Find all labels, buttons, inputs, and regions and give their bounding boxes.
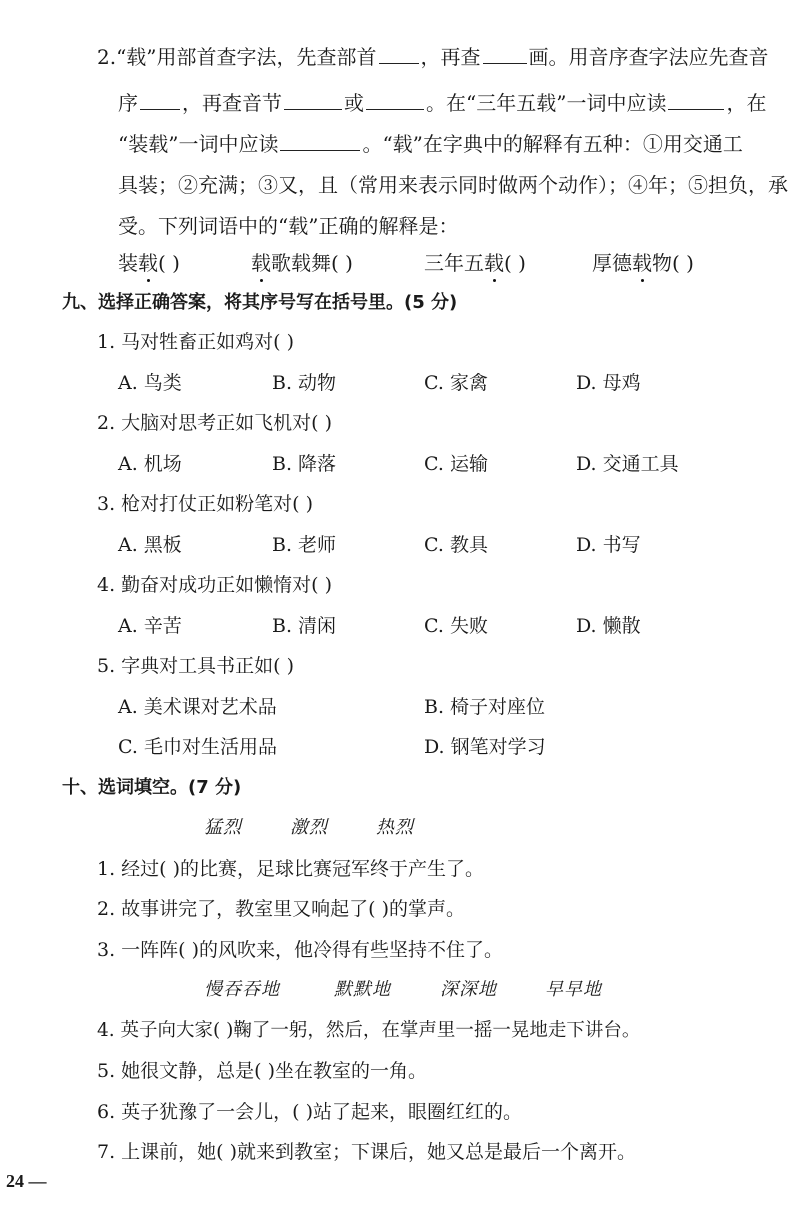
q10-item-1: 1. 经过( )的比赛，足球比赛冠军终于产生了。 bbox=[97, 858, 485, 880]
word-option[interactable]: 载歌载舞( ) bbox=[251, 251, 353, 275]
q10-item-6: 6. 英子犹豫了一会儿，( )站了起来，眼圈红红的。 bbox=[97, 1101, 523, 1123]
q10-item-2: 2. 故事讲完了，教室里又响起了( )的掌声。 bbox=[97, 898, 466, 920]
answer-blank[interactable] bbox=[284, 91, 342, 110]
q9-4-option-d[interactable]: D. 懒散 bbox=[576, 615, 641, 637]
q9-2-option-a[interactable]: A. 机场 bbox=[118, 453, 182, 475]
q9-2-stem: 2. 大脑对思考正如飞机对( ) bbox=[97, 412, 333, 434]
word-bank-2-item: 默默地 bbox=[334, 979, 391, 1000]
q10-item-3: 3. 一阵阵( )的风吹来，他冷得有些坚持不住了。 bbox=[97, 939, 504, 961]
text: 画。用音序查字法应先查音 bbox=[528, 45, 769, 69]
section-9-title: 九、选择正确答案，将其序号写在括号里。(5 分) bbox=[62, 292, 458, 313]
q9-2-option-b[interactable]: B. 降落 bbox=[272, 453, 337, 475]
q10-item-5: 5. 她很文静，总是( )坐在教室的一角。 bbox=[97, 1060, 428, 1082]
q9-1-option-d[interactable]: D. 母鸡 bbox=[576, 372, 641, 394]
word-option[interactable]: 装载( ) bbox=[118, 251, 180, 275]
answer-blank[interactable] bbox=[280, 132, 360, 151]
q8-2-line-3 bbox=[118, 131, 743, 157]
text: 或 bbox=[344, 91, 364, 115]
word-bank-1-item: 热烈 bbox=[376, 817, 414, 838]
q9-1-option-c[interactable]: C. 家禽 bbox=[424, 372, 488, 394]
q10-item-4: 4. 英子向大家( )鞠了一躬，然后，在掌声里一摇一晃地走下讲台。 bbox=[97, 1020, 641, 1041]
answer-blank[interactable] bbox=[379, 45, 419, 64]
q10-item-7: 7. 上课前，她( )就来到教室；下课后，她又总是最后一个离开。 bbox=[97, 1141, 637, 1163]
q9-4-stem: 4. 勤奋对成功正如懒惰对( ) bbox=[97, 574, 333, 596]
word-option[interactable]: 三年五载( ) bbox=[424, 251, 526, 275]
q8-2-line-5: 受。下列词语中的“载”正确的解释是： bbox=[118, 214, 459, 238]
q8-2-line-2 bbox=[118, 90, 766, 116]
q9-3-option-b[interactable]: B. 老师 bbox=[272, 534, 337, 556]
text: 2.“载”用部首查字法，先查部首 bbox=[97, 45, 377, 69]
word-bank-2-item: 慢吞吞地 bbox=[204, 979, 280, 1000]
q9-4-option-b[interactable]: B. 清闲 bbox=[272, 615, 337, 637]
q9-3-option-d[interactable]: D. 书写 bbox=[576, 534, 641, 556]
q9-1-option-b[interactable]: B. 动物 bbox=[272, 372, 337, 394]
answer-blank[interactable] bbox=[483, 45, 527, 64]
q9-5-stem: 5. 字典对工具书正如( ) bbox=[97, 655, 295, 677]
word-bank-1-item: 激烈 bbox=[290, 817, 328, 838]
text: ，再查音节 bbox=[182, 91, 282, 115]
text: 。“载”在字典中的解释有五种：①用交通工 bbox=[362, 132, 743, 156]
q9-3-stem: 3. 枪对打仗正如粉笔对( ) bbox=[97, 493, 314, 515]
q9-1-stem: 1. 马对牲畜正如鸡对( ) bbox=[97, 331, 295, 353]
q9-2-option-d[interactable]: D. 交通工具 bbox=[576, 453, 679, 475]
word-option[interactable]: 厚德载物( ) bbox=[592, 251, 694, 275]
q9-4-option-c[interactable]: C. 失败 bbox=[424, 615, 488, 637]
q9-3-option-a[interactable]: A. 黑板 bbox=[118, 534, 182, 556]
q9-3-option-c[interactable]: C. 教具 bbox=[424, 534, 488, 556]
answer-blank[interactable] bbox=[366, 91, 424, 110]
q8-2-line-4: 具装；②充满；③又，且（常用来表示同时做两个动作）；④年；⑤担负，承 bbox=[118, 173, 788, 197]
q9-1-option-a[interactable]: A. 鸟类 bbox=[118, 372, 182, 394]
q9-2-option-c[interactable]: C. 运输 bbox=[424, 453, 488, 475]
q8-2-line-1 bbox=[97, 44, 769, 70]
text: ，再查 bbox=[420, 45, 481, 69]
word-bank-2-item: 深深地 bbox=[440, 979, 497, 1000]
word-bank-2-item: 早早地 bbox=[545, 979, 602, 1000]
q9-5-option-c[interactable]: C. 毛巾对生活用品 bbox=[118, 736, 277, 758]
text: 。在“三年五载”一词中应读 bbox=[426, 91, 667, 115]
section-10-title: 十、选词填空。(7 分) bbox=[62, 777, 242, 798]
answer-blank[interactable] bbox=[140, 91, 180, 110]
q9-5-option-a[interactable]: A. 美术课对艺术品 bbox=[118, 696, 277, 718]
word-bank-1-item: 猛烈 bbox=[204, 817, 242, 838]
text: ，在 bbox=[726, 91, 767, 115]
q9-5-option-b[interactable]: B. 椅子对座位 bbox=[424, 696, 546, 718]
text: 序 bbox=[118, 91, 138, 115]
text: “装载”一词中应读 bbox=[118, 132, 279, 156]
page-number: 24 — bbox=[6, 1171, 47, 1191]
q9-5-option-d[interactable]: D. 钢笔对学习 bbox=[424, 736, 546, 758]
q9-4-option-a[interactable]: A. 辛苦 bbox=[118, 615, 182, 637]
answer-blank[interactable] bbox=[668, 91, 724, 110]
